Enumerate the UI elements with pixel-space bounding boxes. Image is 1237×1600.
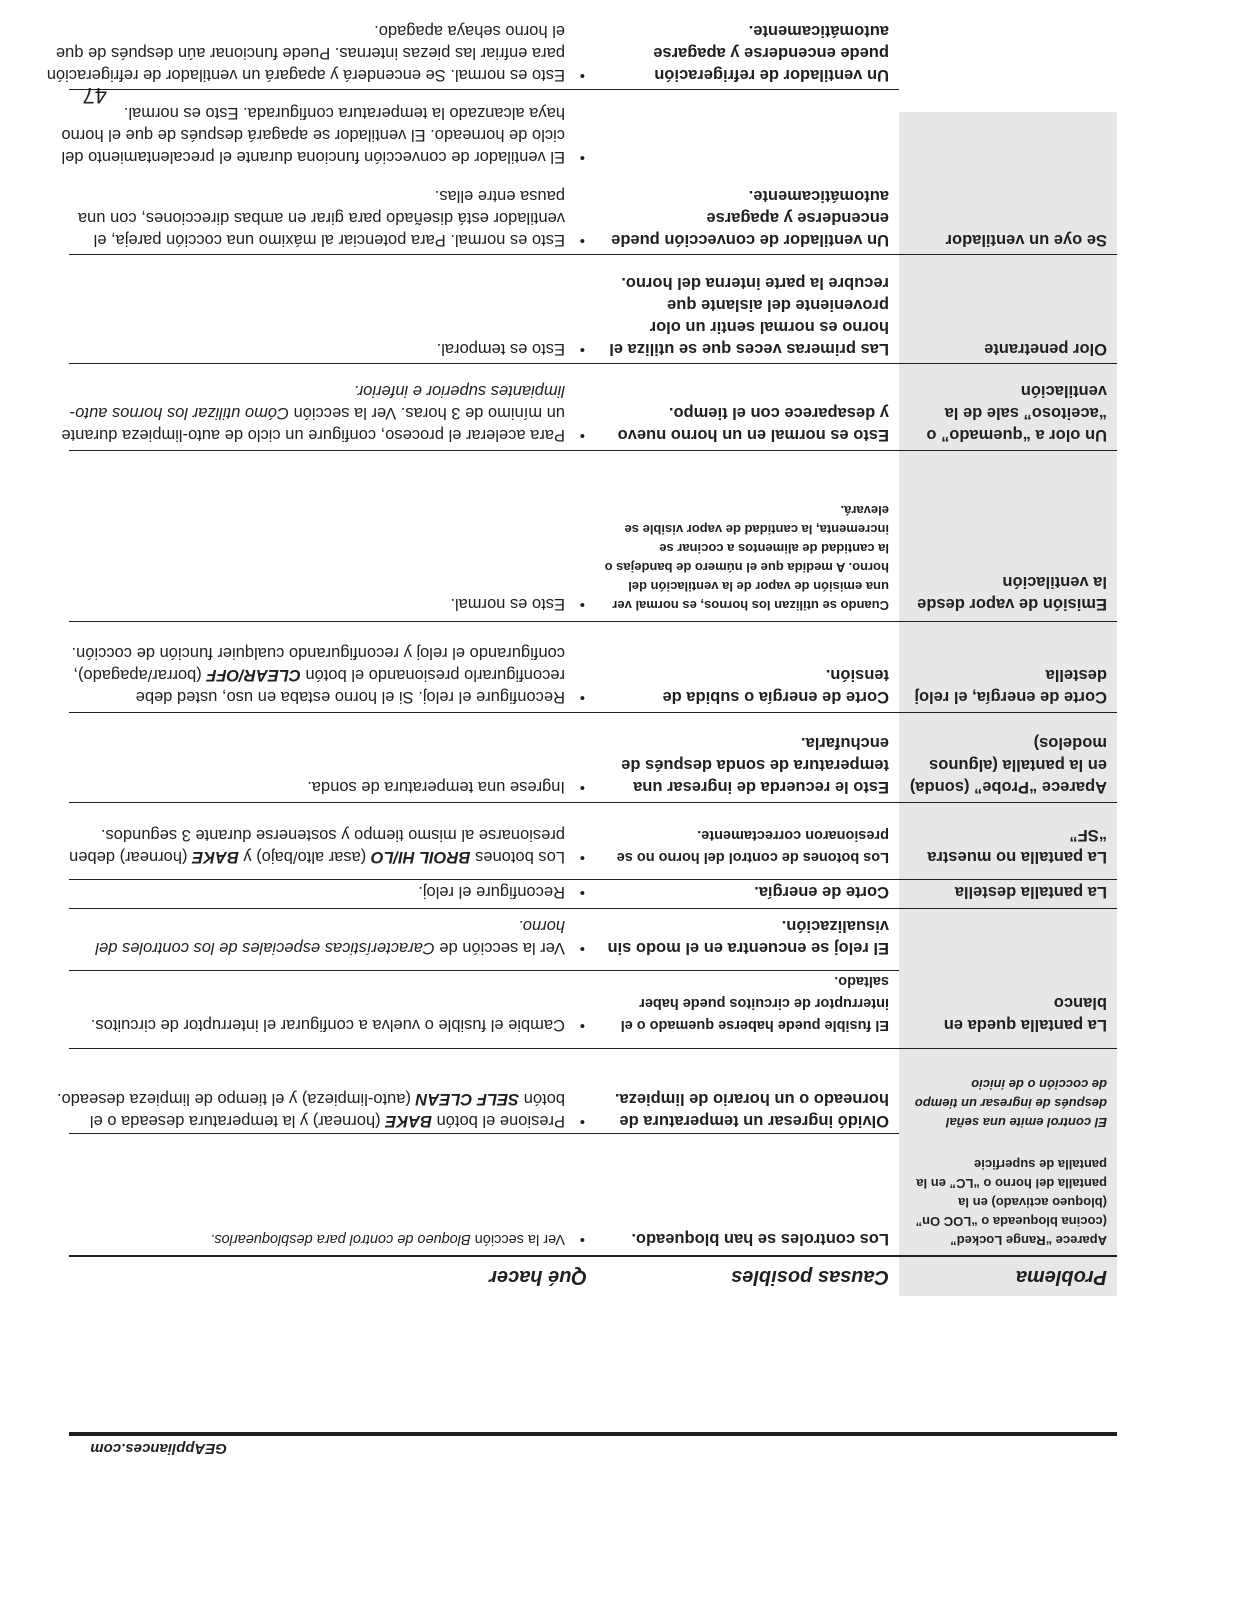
fix-temporary: • Esto es temporal. [45, 338, 587, 360]
fix-unlock-controls: • Ver la sección Bloqueo de control para desbloquearlos. [45, 1228, 587, 1250]
fix-replace-fuse: • Cambie el fusible o vuelva a configurar el interruptor de circuitos. [45, 1014, 587, 1036]
problem-clock-flashes: Corte de energía, el reloj destella [914, 666, 1107, 706]
row-separator [69, 450, 1117, 451]
problem-steam-vent: Emisión de vapor desde la ventilación [917, 573, 1107, 613]
cause-new-oven: Esto es normal en un horno nuevo y desaparece con el tiempo. [617, 404, 889, 444]
header-fix: Qué hacer [489, 1266, 587, 1288]
fix-special-features: • Ver la sección de Características especiales de los controles del horno. [45, 915, 587, 959]
problem-display-flashes: La pantalla destella [954, 883, 1107, 901]
fix-reset-clock: • Reconfigure el reloj. [45, 881, 587, 903]
cause-power-outage: Corte de energía. [754, 883, 889, 901]
header-rule [69, 1255, 1117, 1257]
cause-controls-locked: Los controles se han bloqueado. [631, 1230, 889, 1248]
row-separator [69, 908, 1117, 909]
problem-fan-noise: Se oye un ventilador [945, 231, 1107, 249]
fix-enter-probe-temp: • Ingrese una temperatura de sonda. [45, 776, 587, 798]
cause-power-surge: Corte de energía o subida de tensión. [662, 666, 889, 706]
fix-cooling-normal: • Esto es normal. Se encenderá y apagará un ventilador de refrigeración para enfriar las piezas internas. Puede funcionar aún después de que el horno sehaya apagado. [45, 20, 587, 86]
fix-press-bake: • Presione el botón BAKE (hornear) y la temperatura deseada o el botón SELF CLEAN (auto-limpieza) y el tiempo de limpieza deseado. [45, 1088, 587, 1132]
website-url: GEAppliances.com [90, 1440, 227, 1457]
cause-steam-normal: Cuando se utilizan los hornos, es normal ver una emisión de vapor de la ventilación del horno. A medida que el número de bandejas o la cantidad de alimentos a cocinar se incrementa, la cantidad de vapor visible se elevará. [604, 503, 889, 613]
cause-probe-reminder: Esto le recuerda de ingresar una temperatura de sonda después de enchufarla. [621, 734, 889, 796]
row-separator [69, 89, 899, 90]
cause-convection-fan: Un ventilador de convección puede encenderse y apagarse automáticamente. [611, 187, 889, 249]
page-number: 47 [82, 83, 107, 108]
fix-convection-normal: • Esto es normal. Para potenciar al máximo una cocción pareja, el ventilador está diseñado para girar en ambas direcciones, con una pausa entre ellas. [45, 185, 587, 251]
fix-self-clean-cycle: • Para acelerar el proceso, configure un ciclo de auto-limpieza durante un mínimo de 3 horas. Ver la sección Cómo utilizar los hornos auto-limpiantes superior e inferior. [45, 380, 587, 446]
row-separator [69, 621, 1117, 622]
problem-range-locked: Aparece “Range Locked” (cocina bloqueada o “LOC On” (bloqueo activado) en la pantalla del horno o “LC” en la pantalla de superficie [915, 1157, 1107, 1248]
cause-insulation-odor: Las primeras veces que se utiliza el horno es normal sentir un olor proveniente del aislante que recubre la parte interna del horno. [609, 274, 889, 358]
cause-no-display-mode: El reloj se encuentra en el modo sin visualización. [607, 917, 889, 957]
cause-cooling-fan: Un ventilador de refrigeración puede encenderse y apagarse automáticamente. [653, 22, 889, 84]
row-separator [69, 712, 1117, 713]
problem-strong-odor: Olor penetrante [984, 340, 1107, 358]
row-separator [69, 254, 1117, 255]
row-separator [69, 1048, 1117, 1049]
row-separator [69, 970, 899, 971]
fix-reconfigure-clock: • Reconfigure el reloj. Si el horno estaba en uso, usted debe reconfigurarlo presionando el botón CLEAR/OFF (borrar/apagado), configurando el reloj y reconfigurando cualquier función de cocción. [45, 642, 587, 708]
problem-control-beeps: El control emite una señal después de ingresar un tiempo de cocción o de inicio [914, 1077, 1107, 1130]
problem-probe-displayed: Aparece “Probe” (sonda) en la pantalla (algunos modelos) [909, 734, 1107, 796]
fix-steam-normal: • Esto es normal. [45, 593, 587, 615]
row-separator [69, 802, 1117, 803]
cause-fuse-blown: El fusible puede haberse quemado o el interruptor de circuitos puede haber saltado. [620, 973, 889, 1033]
row-separator [69, 879, 1117, 880]
problem-burning-odor: Un olor a “quemado” o “aceitoso” sale de la ventilación [926, 382, 1107, 444]
fix-convection-preheat: • El ventilador de convección funciona durante el precalentamiento del ciclo de horneado. El ventilador se apagará después de que el horno haya alcanzado la temperatura configurada. Esto es normal. [45, 102, 587, 168]
header-problem: Problema [1015, 1266, 1107, 1288]
header-causes: Causas posibles [731, 1266, 889, 1288]
row-separator [69, 1133, 899, 1134]
cause-forgot-entry: Olvidó ingresar un temperatura de horneado o un horario de limpieza. [614, 1090, 889, 1130]
fix-press-buttons: • Los botones BROIL HI/LO (asar alto/bajo) y BAKE (hornear) deben presionarse al mismo tiempo y sostenerse durante 3 segundos. [45, 824, 587, 868]
cause-buttons-not-pressed: Los botones de control del horno no se presionaron correctamente. [616, 827, 889, 865]
top-rule [69, 1432, 1117, 1436]
row-separator [69, 363, 1117, 364]
problem-no-sf: La pantalla no muestra “SF” [927, 826, 1107, 866]
problem-blank-display: La pantalla queda en blanco [943, 994, 1107, 1034]
